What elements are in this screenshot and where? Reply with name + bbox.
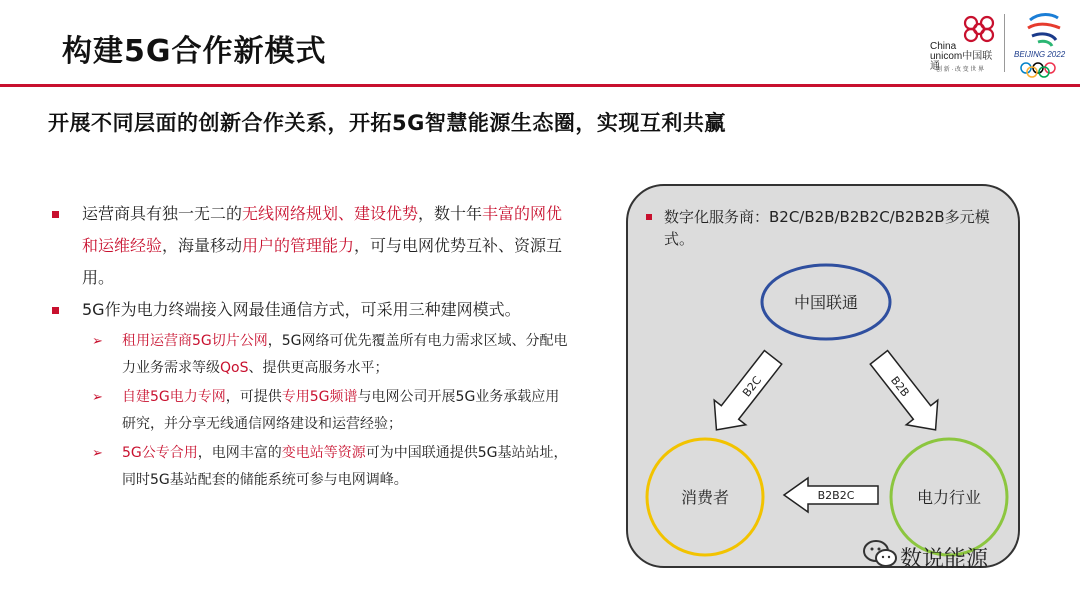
unicom-tagline: 创 新 · 改 变 世 界 xyxy=(936,67,985,73)
node-power-industry-label: 电力行业 xyxy=(916,488,982,507)
highlight-text: QoS xyxy=(220,360,249,376)
arrow-bullet-icon: ➢ xyxy=(92,390,103,405)
text-segment: ，可提供 xyxy=(225,389,282,405)
arrow-b2b xyxy=(863,345,951,442)
highlight-text: 租用运营商5G切片公网 xyxy=(122,333,268,349)
unicom-logo-line2: unicom中国联通 xyxy=(930,51,993,72)
highlight-text: 无线网络规划、建设优势 xyxy=(242,204,419,223)
panel-bullet-text: 数字化服务商：B2C/B2B/B2B2C/B2B2B多元模式。 xyxy=(664,208,990,248)
text-segment: 可为中国联通提供5G基站站址，同时5G基站配套的储能系统可参与电网调峰。 xyxy=(122,445,568,488)
node-china-unicom-label: 中国联通 xyxy=(793,293,859,312)
arrow-b2b2c-label: B2B2C xyxy=(817,489,855,502)
text-segment: 、提供更高服务水平； xyxy=(248,360,389,376)
text-segment: ，5G网络可优先覆盖所有电力需求区域、分配电力业务需求等级 xyxy=(122,333,568,376)
arrow-bullet-icon: ➢ xyxy=(92,334,103,349)
text-segment: 与电网公司开展5G业务承载应用研究，并分享无线通信网络建设和运营经验； xyxy=(122,389,560,432)
arrow-b2c-label: B2C xyxy=(740,373,765,400)
highlight-text: 5G公专合用 xyxy=(122,445,198,461)
highlight-text: 用户的管理能力 xyxy=(242,236,355,255)
page-title: 构建5G合作新模式 xyxy=(62,34,327,69)
highlight-text: 丰富的网优和运维经验 xyxy=(82,204,563,255)
arrow-bullet-icon: ➢ xyxy=(92,446,103,461)
text-segment: ，数十年 xyxy=(418,204,483,223)
text-segment: 5G作为电力终端接入网最佳通信方式，可采用三种建网模式。 xyxy=(82,300,521,319)
highlight-text: 自建5G电力专网 xyxy=(122,389,226,405)
text-segment: ，电网丰富的 xyxy=(197,445,282,461)
watermark-text: 数说能源 xyxy=(900,547,989,572)
text-segment: ，可与电网优势互补、资源互用。 xyxy=(82,236,563,287)
highlight-text: 专用5G频谱 xyxy=(281,389,358,405)
arrow-b2b2c xyxy=(784,478,878,512)
arrow-b2c xyxy=(701,345,789,442)
arrow-b2b-label: B2B xyxy=(887,373,912,400)
slide-subtitle: 开展不同层面的创新合作关系，开拓5G智慧能源生态圈，实现互利共赢 xyxy=(48,111,726,135)
text-segment: 运营商具有独一无二的 xyxy=(82,204,243,223)
wechat-icon xyxy=(862,538,898,570)
highlight-text: 变电站等资源 xyxy=(281,445,366,461)
beijing-caption: BEIJING 2022 xyxy=(1014,50,1066,59)
node-consumer-label: 消费者 xyxy=(680,488,730,507)
text-segment: ，海量移动 xyxy=(162,236,243,255)
unicom-logo-line1: China xyxy=(930,41,957,52)
